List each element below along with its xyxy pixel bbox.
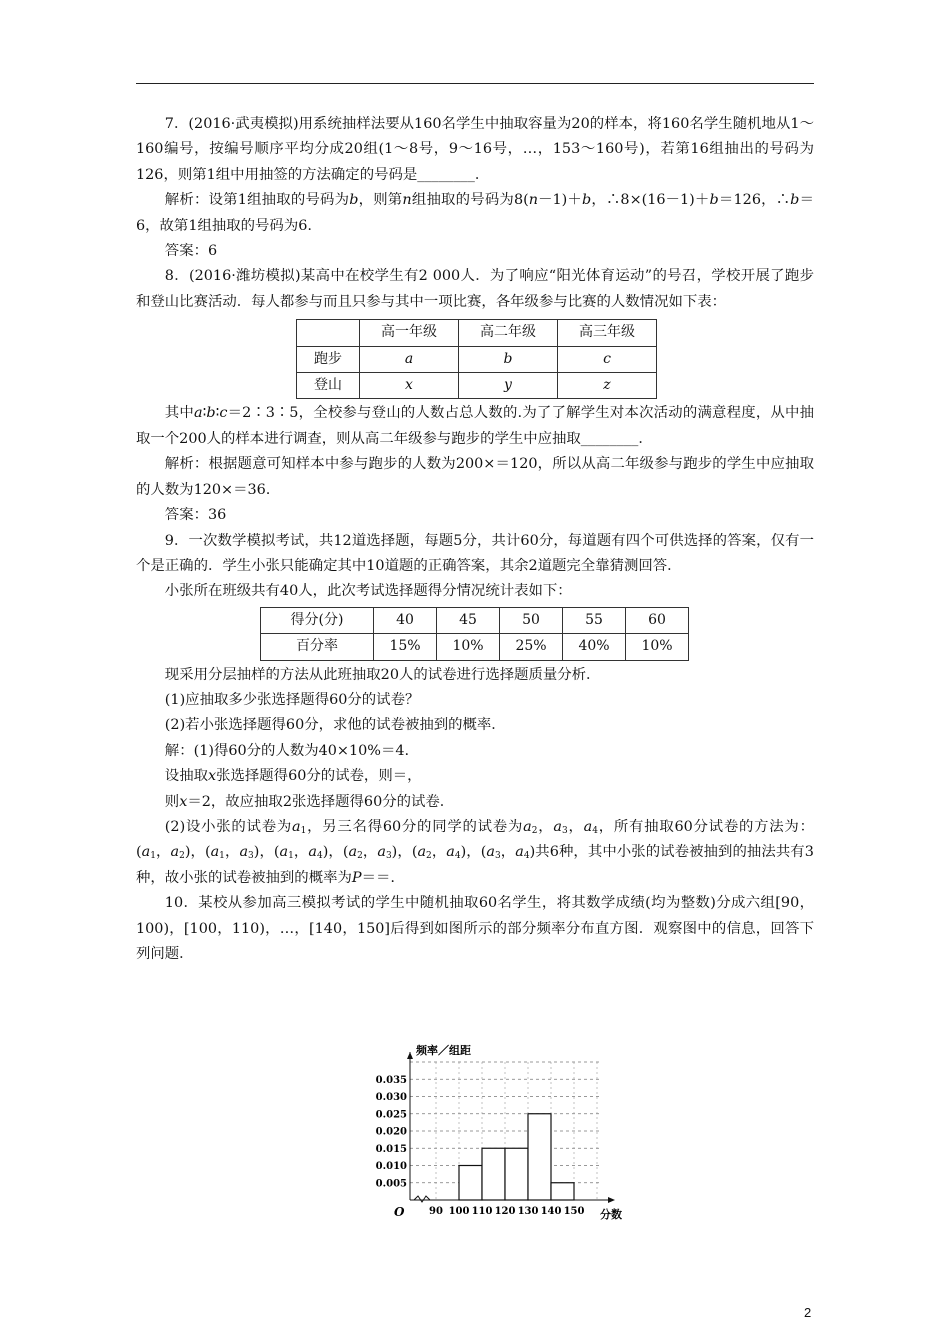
- table-cell: 45: [437, 607, 500, 633]
- table-row: [261, 634, 689, 660]
- q8-stem: 8．(2016·潍坊模拟)某高中在校学生有2 000人．为了响应“阳光体育运动”的号召，学校开展了跑步和登山比赛活动．每人都参与而且只参与其中一项比赛，各年级参与比赛的人数情况如下表：: [136, 268, 814, 310]
- table-cell: [297, 320, 360, 346]
- table-cell: 10%: [626, 634, 689, 660]
- table-cell: 跑步: [297, 346, 360, 372]
- q10-stem: 10．某校从参加高三模拟考试的学生中随机抽取60名学生，将其数学成绩(均为整数)分成六组[90，100)，[100，110)，…，[140，150]后得到如图所示的部分频率分布直方图．观察图中的信息，回答下列问题．: [136, 895, 814, 962]
- histogram-bar: [551, 1183, 574, 1200]
- q9-solution-1: 解：(1)得60分的人数为40×10%＝4.: [164, 742, 410, 759]
- y-tick-label: 0.015: [375, 1143, 407, 1155]
- table-cell: 高二年级: [459, 320, 558, 346]
- table-row: [297, 346, 657, 372]
- x-tick-label: 110: [471, 1206, 493, 1217]
- q9-stem: 9．一次数学模拟考试，共12道选择题，每题5分，共计60分，每道题有四个可供选择的答案，仅有一个是正确的．学生小张只能确定其中10道题的正确答案，其余2道题完全靠猜测回答．: [136, 532, 814, 574]
- q7-answer: 答案：6: [164, 243, 218, 260]
- q9-solution-4: (2)设小张的试卷为$a_1$，另三名得60分的同学的试卷为$a_2$，$a_3$，$a_4$，所有抽取60分试卷的方法为：($a_1$，$a_2$)，($a_1$，$a_3$)，($a_1$，$a_4$)，($a_2$，$a_3$)，($a_2$，$a_4$)，($a_3$，$a_4$)共6种，其中小张的试卷被抽到的抽法共有3种，故小张的试卷被抽到的概率为P＝＝.: [136, 818, 814, 886]
- q8-table: [296, 319, 657, 399]
- table-cell: c: [558, 346, 657, 372]
- table-cell: 登山: [297, 373, 360, 399]
- table-cell: 百分率: [261, 634, 374, 660]
- table-cell: 55: [563, 607, 626, 633]
- table-cell: 40%: [563, 634, 626, 660]
- table-cell: y: [459, 373, 558, 399]
- q8-answer: 答案：36: [164, 507, 227, 524]
- y-tick-label: 0.025: [375, 1109, 407, 1121]
- table-cell: z: [558, 373, 657, 399]
- origin-label: O: [394, 1205, 405, 1219]
- table-cell: 得分(分): [261, 607, 374, 633]
- q8-analysis: 解析：根据题意可知样本中参与跑步的人数为200×＝120，所以从高二年级参与跑步的学生中应抽取的人数为120×＝36.: [136, 456, 814, 498]
- table-row: [297, 373, 657, 399]
- y-axis-label: 频率／组距: [416, 1044, 471, 1057]
- histogram-bar: [528, 1114, 551, 1200]
- q7-analysis: 解析：设第1组抽取的号码为b，则第n组抽取的号码为8(n－1)＋b，∴8×(16－1)＋b＝126，∴b＝6，故第1组抽取的号码为6.: [136, 192, 814, 234]
- y-tick-label: 0.035: [375, 1074, 407, 1086]
- y-tick-label: 0.030: [375, 1092, 407, 1103]
- table-cell: 50: [500, 607, 563, 633]
- q9-part1: (1)应抽取多少张选择题得60分的试卷？: [164, 691, 420, 708]
- table-cell: b: [459, 346, 558, 372]
- x-axis-label: 分数: [600, 1208, 622, 1221]
- header-rule: [136, 83, 814, 84]
- table-cell: 高一年级: [360, 320, 459, 346]
- table-cell: 25%: [500, 634, 563, 660]
- table-cell: 60: [626, 607, 689, 633]
- x-tick-label: 100: [448, 1206, 470, 1217]
- table-cell: 10%: [437, 634, 500, 660]
- frequency-histogram: [368, 1042, 622, 1222]
- x-tick-label: 90: [429, 1206, 443, 1217]
- x-tick-label: 150: [563, 1206, 585, 1217]
- q9-part2: (2)若小张选择题得60分，求他的试卷被抽到的概率．: [164, 717, 506, 734]
- page-number: 2: [804, 1305, 812, 1320]
- table-cell: a: [360, 346, 459, 372]
- axis-break: [414, 1196, 430, 1202]
- x-axis-arrow: [608, 1197, 615, 1203]
- histogram-bar: [459, 1166, 482, 1201]
- table-cell: 高三年级: [558, 320, 657, 346]
- y-axis-arrow: [407, 1052, 413, 1059]
- table-row: [261, 607, 689, 633]
- y-tick-label: 0.005: [375, 1178, 407, 1190]
- x-tick-label: 140: [540, 1206, 562, 1217]
- table-cell: 15%: [374, 634, 437, 660]
- q7-stem: 7．(2016·武夷模拟)用系统抽样法要从160名学生中抽取容量为20的样本，将160名学生随机地从1～160编号，按编号顺序平均分成20组(1～8号，9～16号，…，153～160号)，若第16组抽出的号码为126，则第1组中用抽签的方法确定的号码是________．: [136, 116, 814, 183]
- document-body: [136, 112, 814, 967]
- table-row: [297, 320, 657, 346]
- q9-intro: 小张所在班级共有40人，此次考试选择题得分情况统计表如下：: [164, 583, 572, 600]
- x-tick-label: 130: [517, 1206, 539, 1217]
- q8-ratio-text: 其中a∶b∶c＝2∶3∶5，全校参与登山的人数占总人数的.为了了解学生对本次活动的满意程度，从中抽取一个200人的样本进行调查，则从高二年级参与跑步的学生中应抽取________．: [136, 405, 814, 447]
- table-cell: x: [360, 373, 459, 399]
- y-tick-label: 0.020: [375, 1126, 407, 1138]
- x-tick-label: 120: [494, 1206, 516, 1217]
- q9-method: 现采用分层抽样的方法从此班抽取20人的试卷进行选择题质量分析．: [164, 666, 601, 683]
- y-tick-label: 0.010: [375, 1161, 407, 1172]
- table-cell: 40: [374, 607, 437, 633]
- q9-solution-3: 则x＝2，故应抽取2张选择题得60分的试卷．: [164, 793, 455, 810]
- histogram-bar: [482, 1148, 505, 1200]
- q9-solution-2: 设抽取x张选择题得60分的试卷，则＝，: [164, 768, 422, 785]
- q9-table: [260, 607, 689, 661]
- histogram-bar: [505, 1148, 528, 1200]
